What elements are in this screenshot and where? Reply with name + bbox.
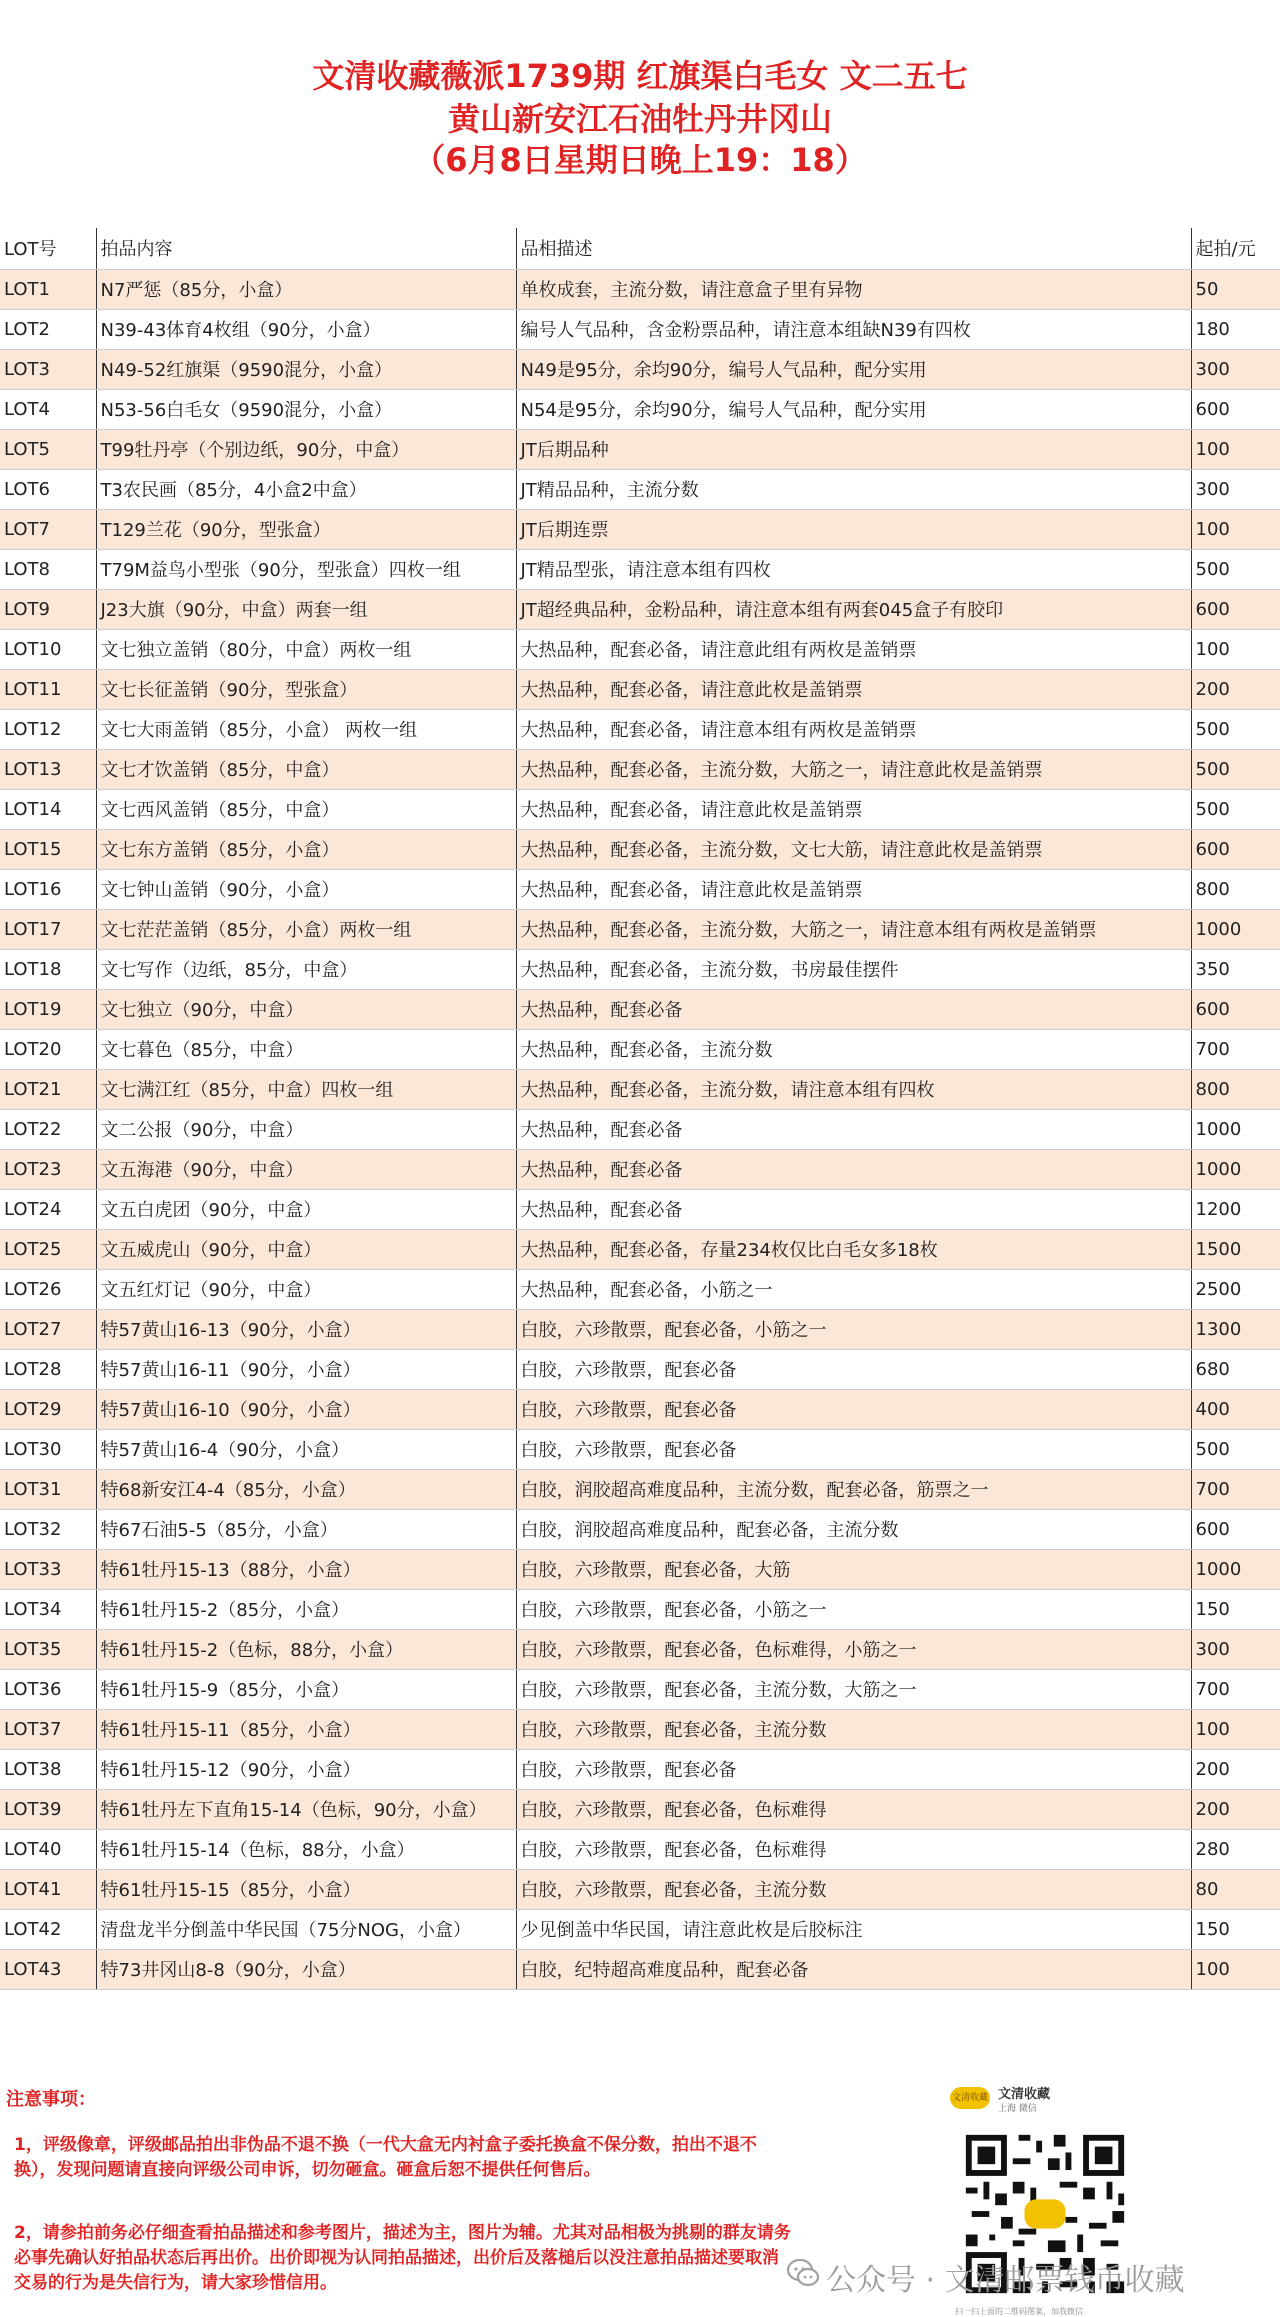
- lot-number: LOT7: [0, 509, 96, 549]
- title-line-2: 黄山新安江石油牡丹井冈山: [447, 100, 832, 138]
- table-row: [0, 1629, 1280, 1669]
- lot-content: T3农民画（85分，4小盒2中盒）: [96, 469, 516, 509]
- lot-condition: 白胶，六珍散票，配套必备，色标难得，小筋之一: [516, 1629, 1191, 1669]
- table-row: [0, 1229, 1280, 1269]
- lot-start-price: 600: [1191, 1509, 1280, 1549]
- table-row: [0, 1789, 1280, 1829]
- qr-caption: 扫一扫上面的二维码图案，加我微信: [955, 2307, 1083, 2316]
- lot-number: LOT26: [0, 1269, 96, 1309]
- lot-content: 特61牡丹15-13（88分，小盒）: [96, 1549, 516, 1589]
- table-row: [0, 1269, 1280, 1309]
- table-row: [0, 1829, 1280, 1869]
- lot-content: 文七钟山盖销（90分，小盒）: [96, 869, 516, 909]
- lot-start-price: 1000: [1191, 909, 1280, 949]
- lot-content: N53-56白毛女（9590混分，小盒）: [96, 389, 516, 429]
- lot-number: LOT20: [0, 1029, 96, 1069]
- lot-content: 特73井冈山8-8（90分，小盒）: [96, 1949, 516, 1989]
- table-row: [0, 789, 1280, 829]
- lot-condition: 白胶，润胶超高难度品种，配套必备，主流分数: [516, 1509, 1191, 1549]
- lot-condition: JT后期连票: [516, 509, 1191, 549]
- lot-condition: 大热品种，配套必备，请注意此枚是盖销票: [516, 669, 1191, 709]
- lot-number: LOT25: [0, 1229, 96, 1269]
- col-header-lot: LOT号: [0, 228, 96, 269]
- lot-number: LOT23: [0, 1149, 96, 1189]
- lot-start-price: 280: [1191, 1829, 1280, 1869]
- lot-condition: 白胶，六珍散票，配套必备，小筋之一: [516, 1309, 1191, 1349]
- lot-start-price: 100: [1191, 629, 1280, 669]
- lot-start-price: 1000: [1191, 1109, 1280, 1149]
- lot-start-price: 600: [1191, 589, 1280, 629]
- lot-number: LOT35: [0, 1629, 96, 1669]
- lot-condition: 少见倒盖中华民国，请注意此枚是后胶标注: [516, 1909, 1191, 1949]
- lot-number: LOT39: [0, 1789, 96, 1829]
- lot-number: LOT31: [0, 1469, 96, 1509]
- lot-condition: 大热品种，配套必备，请注意此枚是盖销票: [516, 789, 1191, 829]
- lot-start-price: 400: [1191, 1389, 1280, 1429]
- table-row: [0, 1709, 1280, 1749]
- lot-condition: 白胶，六珍散票，配套必备，色标难得: [516, 1789, 1191, 1829]
- lot-number: LOT10: [0, 629, 96, 669]
- lot-start-price: 80: [1191, 1869, 1280, 1909]
- lot-condition: JT后期品种: [516, 429, 1191, 469]
- lot-number: LOT6: [0, 469, 96, 509]
- table-row: [0, 469, 1280, 509]
- lot-condition: 大热品种，配套必备，请注意此组有两枚是盖销票: [516, 629, 1191, 669]
- lot-condition: 大热品种，配套必备: [516, 1109, 1191, 1149]
- lot-start-price: 200: [1191, 1749, 1280, 1789]
- lot-table: [0, 228, 1280, 1990]
- lot-content: 文五红灯记（90分，中盒）: [96, 1269, 516, 1309]
- table-row: [0, 1189, 1280, 1229]
- lot-number: LOT4: [0, 389, 96, 429]
- table-row: [0, 829, 1280, 869]
- brand-sub: 上海 微信: [998, 2104, 1037, 2114]
- lot-condition: 大热品种，配套必备，主流分数，请注意本组有四枚: [516, 1069, 1191, 1109]
- note-2: 2，请参拍前务必仔细查看拍品描述和参考图片，描述为主，图片为辅。尤其对品相极为挑剔的群友请务必事先确认好拍品状态后再出价。出价即视为认同拍品描述，出价后及落槌后以没注意拍品描述要取消交易的行为是失信行为，请大家珍惜信用。: [14, 2223, 791, 2293]
- table-row: [0, 989, 1280, 1029]
- lot-condition: 大热品种，配套必备，主流分数: [516, 1029, 1191, 1069]
- lot-number: LOT16: [0, 869, 96, 909]
- lot-content: 文二公报（90分，中盒）: [96, 1109, 516, 1149]
- col-header-condition: 品相描述: [516, 228, 1191, 269]
- lot-start-price: 200: [1191, 1789, 1280, 1829]
- notes-title: 注意事项：: [6, 2089, 96, 2110]
- lot-start-price: 700: [1191, 1029, 1280, 1069]
- lot-condition: 白胶，六珍散票，配套必备: [516, 1429, 1191, 1469]
- table-row: [0, 389, 1280, 429]
- lot-content: 特67石油5-5（85分，小盒）: [96, 1509, 516, 1549]
- lot-condition: 白胶，六珍散票，配套必备，主流分数，大筋之一: [516, 1669, 1191, 1709]
- lot-condition: JT精品品种，主流分数: [516, 469, 1191, 509]
- lot-condition: 大热品种，配套必备，请注意此枚是盖销票: [516, 869, 1191, 909]
- table-row: [0, 1909, 1280, 1949]
- lot-condition: 白胶，六珍散票，配套必备: [516, 1349, 1191, 1389]
- lot-number: LOT15: [0, 829, 96, 869]
- lot-number: LOT40: [0, 1829, 96, 1869]
- lot-start-price: 100: [1191, 1709, 1280, 1749]
- lot-condition: 白胶，润胶超高难度品种，主流分数，配套必备，筋票之一: [516, 1469, 1191, 1509]
- lot-content: 特57黄山16-13（90分，小盒）: [96, 1309, 516, 1349]
- lot-start-price: 300: [1191, 469, 1280, 509]
- lot-start-price: 2500: [1191, 1269, 1280, 1309]
- lot-start-price: 800: [1191, 1069, 1280, 1109]
- lot-condition: 白胶，六珍散票，配套必备: [516, 1389, 1191, 1429]
- lot-number: LOT43: [0, 1949, 96, 1989]
- lot-start-price: 1300: [1191, 1309, 1280, 1349]
- lot-start-price: 600: [1191, 829, 1280, 869]
- col-header-price: 起拍/元: [1191, 228, 1280, 269]
- lot-start-price: 500: [1191, 709, 1280, 749]
- lot-number: LOT12: [0, 709, 96, 749]
- lot-start-price: 700: [1191, 1469, 1280, 1509]
- lot-condition: 大热品种，配套必备，主流分数，大筋之一，请注意本组有两枚是盖销票: [516, 909, 1191, 949]
- lot-number: LOT22: [0, 1109, 96, 1149]
- table-row: [0, 1349, 1280, 1389]
- lot-number: LOT8: [0, 549, 96, 589]
- lot-content: 文七西风盖销（85分，中盒）: [96, 789, 516, 829]
- table-row: [0, 1549, 1280, 1589]
- wechat-icon: [786, 2256, 820, 2290]
- lot-content: N49-52红旗渠（9590混分，小盒）: [96, 349, 516, 389]
- lot-condition: 大热品种，配套必备，小筋之一: [516, 1269, 1191, 1309]
- lot-content: 特61牡丹15-14（色标，88分，小盒）: [96, 1829, 516, 1869]
- note-1: 1，评级像章，评级邮品拍出非伪品不退不换（一代大盒无内衬盒子委托换盒不保分数，拍出不退不换），发现问题请直接向评级公司申诉，切勿砸盒。砸盒后恕不提供任何售后。: [14, 2135, 757, 2180]
- brand-name: 文清收藏: [998, 2087, 1051, 2102]
- lot-number: LOT34: [0, 1589, 96, 1629]
- lot-start-price: 600: [1191, 389, 1280, 429]
- title-line-3: （6月8日星期日晚上19：18）: [413, 141, 867, 179]
- lot-number: LOT30: [0, 1429, 96, 1469]
- table-row: [0, 749, 1280, 789]
- lot-condition: 大热品种，配套必备，主流分数，大筋之一，请注意此枚是盖销票: [516, 749, 1191, 789]
- lot-content: 文五威虎山（90分，中盒）: [96, 1229, 516, 1269]
- lot-start-price: 1500: [1191, 1229, 1280, 1269]
- lot-condition: JT精品型张，请注意本组有四枚: [516, 549, 1191, 589]
- table-row: [0, 349, 1280, 389]
- lot-number: LOT17: [0, 909, 96, 949]
- table-row: [0, 1869, 1280, 1909]
- lot-content: N7严惩（85分，小盒）: [96, 269, 516, 309]
- lot-number: LOT29: [0, 1389, 96, 1429]
- lot-start-price: 500: [1191, 789, 1280, 829]
- lot-content: 特68新安江4-4（85分，小盒）: [96, 1469, 516, 1509]
- lot-condition: 白胶，纪特超高难度品种，配套必备: [516, 1949, 1191, 1989]
- lot-start-price: 50: [1191, 269, 1280, 309]
- lot-condition: 大热品种，配套必备，主流分数，书房最佳摆件: [516, 949, 1191, 989]
- lot-number: LOT1: [0, 269, 96, 309]
- col-header-content: 拍品内容: [96, 228, 516, 269]
- table-row: [0, 1309, 1280, 1349]
- lot-number: LOT9: [0, 589, 96, 629]
- lot-number: LOT21: [0, 1069, 96, 1109]
- lot-number: LOT2: [0, 309, 96, 349]
- lot-start-price: 180: [1191, 309, 1280, 349]
- lot-start-price: 100: [1191, 509, 1280, 549]
- table-row: [0, 1949, 1280, 1989]
- lot-content: 文五白虎团（90分，中盒）: [96, 1189, 516, 1229]
- lot-content: 特61牡丹左下直角15-14（色标，90分，小盒）: [96, 1789, 516, 1829]
- title-line-1: 文清收藏薇派1739期 红旗渠白毛女 文二五七: [312, 57, 968, 95]
- lot-content: 文五海港（90分，中盒）: [96, 1149, 516, 1189]
- lot-content: 文七才饮盖销（85分，中盒）: [96, 749, 516, 789]
- lot-number: LOT24: [0, 1189, 96, 1229]
- lot-content: 文七长征盖销（90分，型张盒）: [96, 669, 516, 709]
- table-row: [0, 1069, 1280, 1109]
- lot-condition: N49是95分，余均90分，编号人气品种，配分实用: [516, 349, 1191, 389]
- table-row: [0, 909, 1280, 949]
- lot-content: 特57黄山16-4（90分，小盒）: [96, 1429, 516, 1469]
- lot-condition: 白胶，六珍散票，配套必备，主流分数: [516, 1869, 1191, 1909]
- lot-start-price: 500: [1191, 1429, 1280, 1469]
- lot-start-price: 150: [1191, 1909, 1280, 1949]
- lot-content: 文七独立盖销（80分，中盒）两枚一组: [96, 629, 516, 669]
- lot-start-price: 680: [1191, 1349, 1280, 1389]
- lot-start-price: 600: [1191, 989, 1280, 1029]
- lot-content: 特61牡丹15-9（85分，小盒）: [96, 1669, 516, 1709]
- lot-start-price: 100: [1191, 429, 1280, 469]
- lot-start-price: 1000: [1191, 1149, 1280, 1189]
- lot-start-price: 800: [1191, 869, 1280, 909]
- brand-logo: 文清收藏: [950, 2087, 990, 2109]
- lot-condition: JT超经典品种，金粉品种，请注意本组有两套045盒子有胶印: [516, 589, 1191, 629]
- lot-start-price: 300: [1191, 349, 1280, 389]
- lot-content: 文七茫茫盖销（85分，小盒）两枚一组: [96, 909, 516, 949]
- table-row: [0, 1109, 1280, 1149]
- table-row: [0, 1029, 1280, 1069]
- watermark-text: 公众号 · 文清邮票钱币收藏: [826, 2263, 1185, 2298]
- table-row: [0, 1749, 1280, 1789]
- lot-number: LOT42: [0, 1909, 96, 1949]
- lot-number: LOT5: [0, 429, 96, 469]
- lot-content: 文七独立（90分，中盒）: [96, 989, 516, 1029]
- table-row: [0, 509, 1280, 549]
- table-row: [0, 1669, 1280, 1709]
- table-row: [0, 869, 1280, 909]
- lot-table-body: [0, 269, 1280, 1989]
- lot-content: T129兰花（90分，型张盒）: [96, 509, 516, 549]
- lot-condition: 编号人气品种，含金粉票品种，请注意本组缺N39有四枚: [516, 309, 1191, 349]
- lot-condition: 大热品种，配套必备，请注意本组有两枚是盖销票: [516, 709, 1191, 749]
- lot-condition: 白胶，六珍散票，配套必备: [516, 1749, 1191, 1789]
- lot-content: 特61牡丹15-12（90分，小盒）: [96, 1749, 516, 1789]
- lot-number: LOT41: [0, 1869, 96, 1909]
- notes-section: [0, 2043, 1280, 2317]
- table-row: [0, 949, 1280, 989]
- lot-start-price: 300: [1191, 1629, 1280, 1669]
- lot-content: J23大旗（90分，中盒）两套一组: [96, 589, 516, 629]
- lot-content: 文七暮色（85分，中盒）: [96, 1029, 516, 1069]
- lot-content: 特57黄山16-10（90分，小盒）: [96, 1389, 516, 1429]
- lot-condition: 大热品种，配套必备: [516, 989, 1191, 1029]
- lot-number: LOT37: [0, 1709, 96, 1749]
- table-row: [0, 589, 1280, 629]
- table-row: [0, 1149, 1280, 1189]
- lot-content: 特61牡丹15-11（85分，小盒）: [96, 1709, 516, 1749]
- lot-start-price: 1000: [1191, 1549, 1280, 1589]
- table-row: [0, 1429, 1280, 1469]
- lot-condition: 白胶，六珍散票，配套必备，色标难得: [516, 1829, 1191, 1869]
- lot-number: LOT14: [0, 789, 96, 829]
- lot-content: T99牡丹亭（个别边纸，90分，中盒）: [96, 429, 516, 469]
- table-row: [0, 429, 1280, 469]
- lot-content: T79M益鸟小型张（90分，型张盒）四枚一组: [96, 549, 516, 589]
- lot-number: LOT32: [0, 1509, 96, 1549]
- lot-number: LOT28: [0, 1349, 96, 1389]
- lot-number: LOT3: [0, 349, 96, 389]
- table-row: [0, 709, 1280, 749]
- table-row: [0, 1509, 1280, 1549]
- table-header-row: [0, 228, 1280, 269]
- table-row: [0, 1589, 1280, 1629]
- lot-number: LOT19: [0, 989, 96, 1029]
- lot-content: 文七大雨盖销（85分，小盒） 两枚一组: [96, 709, 516, 749]
- lot-content: 特57黄山16-11（90分，小盒）: [96, 1349, 516, 1389]
- table-row: [0, 669, 1280, 709]
- lot-condition: 大热品种，配套必备: [516, 1189, 1191, 1229]
- lot-start-price: 350: [1191, 949, 1280, 989]
- lot-content: 文七东方盖销（85分，小盒）: [96, 829, 516, 869]
- lot-start-price: 700: [1191, 1669, 1280, 1709]
- lot-condition: 白胶，六珍散票，配套必备，主流分数: [516, 1709, 1191, 1749]
- lot-condition: 大热品种，配套必备，存量234枚仅比白毛女多18枚: [516, 1229, 1191, 1269]
- lot-condition: 单枚成套，主流分数，请注意盒子里有异物: [516, 269, 1191, 309]
- lot-content: 文七满江红（85分，中盒）四枚一组: [96, 1069, 516, 1109]
- lot-start-price: 500: [1191, 749, 1280, 789]
- lot-condition: 白胶，六珍散票，配套必备，小筋之一: [516, 1589, 1191, 1629]
- table-row: [0, 1469, 1280, 1509]
- table-row: [0, 549, 1280, 589]
- lot-number: LOT27: [0, 1309, 96, 1349]
- lot-content: 文七写作（边纸，85分，中盒）: [96, 949, 516, 989]
- lot-condition: 白胶，六珍散票，配套必备，大筋: [516, 1549, 1191, 1589]
- lot-number: LOT11: [0, 669, 96, 709]
- lot-condition: N54是95分，余均90分，编号人气品种，配分实用: [516, 389, 1191, 429]
- lot-number: LOT33: [0, 1549, 96, 1589]
- table-row: [0, 309, 1280, 349]
- lot-number: LOT36: [0, 1669, 96, 1709]
- lot-number: LOT38: [0, 1749, 96, 1789]
- lot-condition: 大热品种，配套必备，主流分数，文七大筋，请注意此枚是盖销票: [516, 829, 1191, 869]
- lot-number: LOT18: [0, 949, 96, 989]
- lot-content: 特61牡丹15-2（色标，88分，小盒）: [96, 1629, 516, 1669]
- lot-start-price: 150: [1191, 1589, 1280, 1629]
- lot-start-price: 500: [1191, 549, 1280, 589]
- lot-content: 清盘龙半分倒盖中华民国（75分NOG，小盒）: [96, 1909, 516, 1949]
- table-row: [0, 269, 1280, 309]
- table-row: [0, 1389, 1280, 1429]
- lot-content: 特61牡丹15-15（85分，小盒）: [96, 1869, 516, 1909]
- lot-start-price: 100: [1191, 1949, 1280, 1989]
- header: [0, 0, 1280, 228]
- lot-number: LOT13: [0, 749, 96, 789]
- lot-start-price: 1200: [1191, 1189, 1280, 1229]
- lot-content: 特61牡丹15-2（85分，小盒）: [96, 1589, 516, 1629]
- table-row: [0, 629, 1280, 669]
- lot-content: N39-43体育4枚组（90分，小盒）: [96, 309, 516, 349]
- lot-start-price: 200: [1191, 669, 1280, 709]
- lot-condition: 大热品种，配套必备: [516, 1149, 1191, 1189]
